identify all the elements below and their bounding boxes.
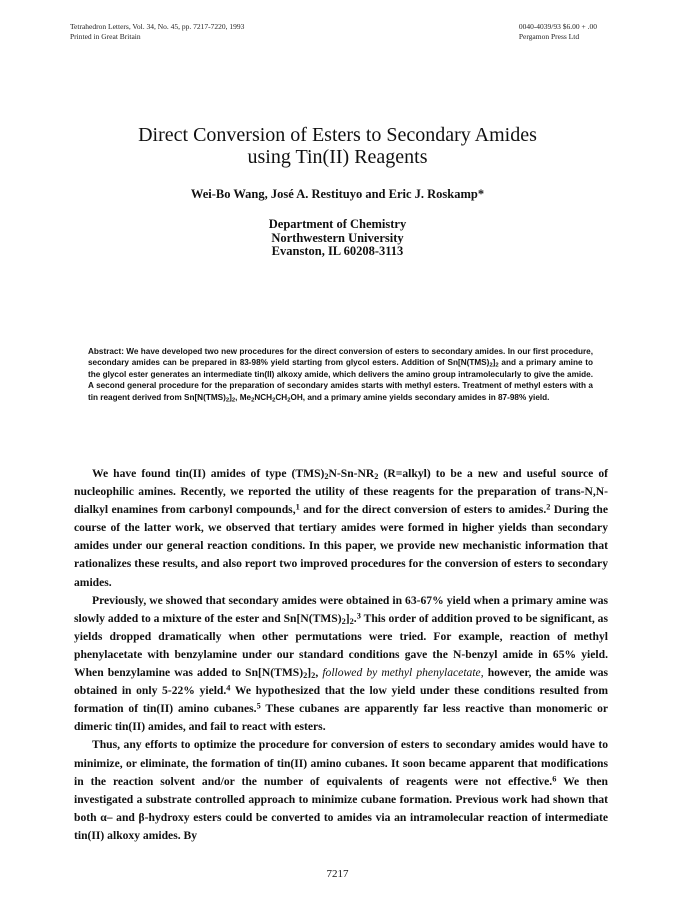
title-line-2: using Tin(II) Reagents [247, 146, 428, 168]
author-list: Wei-Bo Wang, José A. Restituyo and Eric J. Roskamp* [190, 187, 485, 201]
abstract-text: and a primary amine to the glycol ester generates an intermediate tin(II) alkoxy amide, which delivers the amino group intramolecularly to give the amide. A second general procedure for the preparation of secondary amides starts with methyl esters. Treatment of methyl esters with a tin reagent derived from Sn[N(TMS) [88, 358, 593, 402]
reference-3: 3 [356, 611, 361, 620]
paragraph-text: . [353, 611, 357, 625]
running-header-right [519, 22, 597, 42]
title-line-1: Direct Conversion of Esters to Secondary Amides [138, 124, 537, 146]
subscript: 2 [349, 616, 354, 626]
subscript: 2 [324, 472, 329, 482]
paragraph-text: (R=alkyl) to be a new and useful source of nucleophilic amines. Recently, we reported the utility of these reagents for the preparation of trans-N,N-dialkyl enamines from carbonyl compounds, [74, 467, 608, 517]
reference-2: 2 [546, 502, 551, 512]
paragraph-text: We then investigated a substrate controlled approach to minimize cubane formation. Previous work had shown that both α– and β-hydroxy esters could be converted to amides via an intramolecular reaction of intermediate tin(II) alkoxy amides. By [74, 774, 608, 842]
body-text [74, 465, 608, 845]
paragraph-2 [74, 592, 608, 737]
subscript: 2 [311, 671, 316, 681]
abstract-text: ] [492, 358, 496, 368]
printed-location: Printed in Great Britain [70, 32, 141, 41]
subscript: 2 [374, 472, 379, 482]
subscript: 2 [231, 397, 236, 404]
abstract-text: OH, and a primary amine yields secondary amides in 87-98% yield. [290, 392, 550, 402]
paragraph-text: and for the direct conversion of esters to amides. [299, 503, 547, 517]
abstract-text: We have developed two new procedures for the direct conversion of esters to secondary amides. In our first procedure, secondary amides can be prepared in 83-98% yield starting from glycol esters. Addition of Sn[N(TMS) [88, 347, 593, 368]
paragraph-text: , [315, 666, 323, 680]
abstract-text: , Me [235, 392, 252, 402]
affiliation-address: Evanston, IL 60208-3113 [271, 244, 404, 258]
affiliation-department: Department of Chemistry [268, 217, 407, 231]
paragraph-text: We hypothesized that the low yield under these conditions resulted from formation of tin(II) amino cubanes. [74, 684, 608, 716]
affiliation [0, 218, 675, 259]
abstract-text: CH [275, 392, 288, 402]
paragraph-text: Previously, we showed that secondary amides were obtained in 63-67% yield when a primary amine was slowly added to a mixture of the ester and Sn[N(TMS) [74, 593, 608, 625]
subscript: 2 [272, 397, 276, 404]
paragraph-text: N-Sn-NR [328, 467, 375, 480]
reference-4: 4 [226, 683, 231, 693]
paragraph-text: ] [307, 666, 312, 680]
paragraph-text: however, the amide was obtained in only 5-22% yield. [74, 666, 609, 698]
paragraph-1 [74, 465, 608, 592]
running-header-left [70, 22, 244, 42]
italic-text: followed by methyl phenylacetate, [322, 666, 484, 680]
subscript: 2 [489, 362, 493, 369]
paragraph-text: These cubanes are apparently far less reactive than monomeric or dimeric tin(II) amides, and fail to react with esters. [74, 702, 609, 734]
paragraph-text: ] [345, 611, 350, 625]
page-number: 7217 [326, 868, 349, 880]
paragraph-text: We have found tin(II) amides of type (TMS) [92, 467, 325, 480]
reference-1: 1 [295, 502, 300, 512]
subscript: 2 [287, 397, 291, 404]
subscript: 2 [225, 397, 230, 404]
reference-5: 5 [256, 701, 261, 711]
paper-title [0, 124, 675, 168]
subscript: 2 [341, 616, 346, 626]
paragraph-3 [74, 736, 608, 845]
abstract-label: Abstract: [88, 347, 124, 356]
abstract [88, 346, 593, 403]
paragraph-text: This order of addition proved to be significant, as yields dropped dramatically when other permutations were tried. For example, reaction of methyl phenylacetate with benzylamine under our standard conditions gave the N-benzyl amide in 65% yield. When benzylamine was added to Sn[N(TMS) [74, 611, 608, 680]
subscript: 2 [495, 362, 499, 369]
subscript: 2 [303, 671, 308, 681]
journal-citation: Tetrahedron Letters, Vol. 34, No. 45, pp. 7217-7220, 1993 [70, 22, 245, 31]
reference-6: 6 [552, 773, 557, 783]
paragraph-text: Thus, any efforts to optimize the procedure for conversion of esters to secondary amides would have to minimize, or eliminate, the formation of tin(II) amino cubanes. It soon became apparent that modifications in the reaction solvent and/or the number of equivalents of reagents were not effective. [74, 738, 608, 788]
abstract-text: ] [229, 392, 232, 402]
subscript: 2 [251, 397, 255, 404]
issn-code: 0040-4039/93 $6.00 + .00 [518, 22, 597, 31]
paragraph-text: During the course of the latter work, we observed that tertiary amides were formed in higher yields than secondary amides under our general reaction conditions. In this paper, we provide new mechanistic information that rationalizes these results, and also report two improved procedures for the conversion of esters to secondary amides. [74, 503, 609, 589]
publisher: Pergamon Press Ltd [518, 32, 580, 41]
affiliation-university: Northwestern University [271, 230, 404, 245]
abstract-text: NCH [254, 392, 273, 402]
